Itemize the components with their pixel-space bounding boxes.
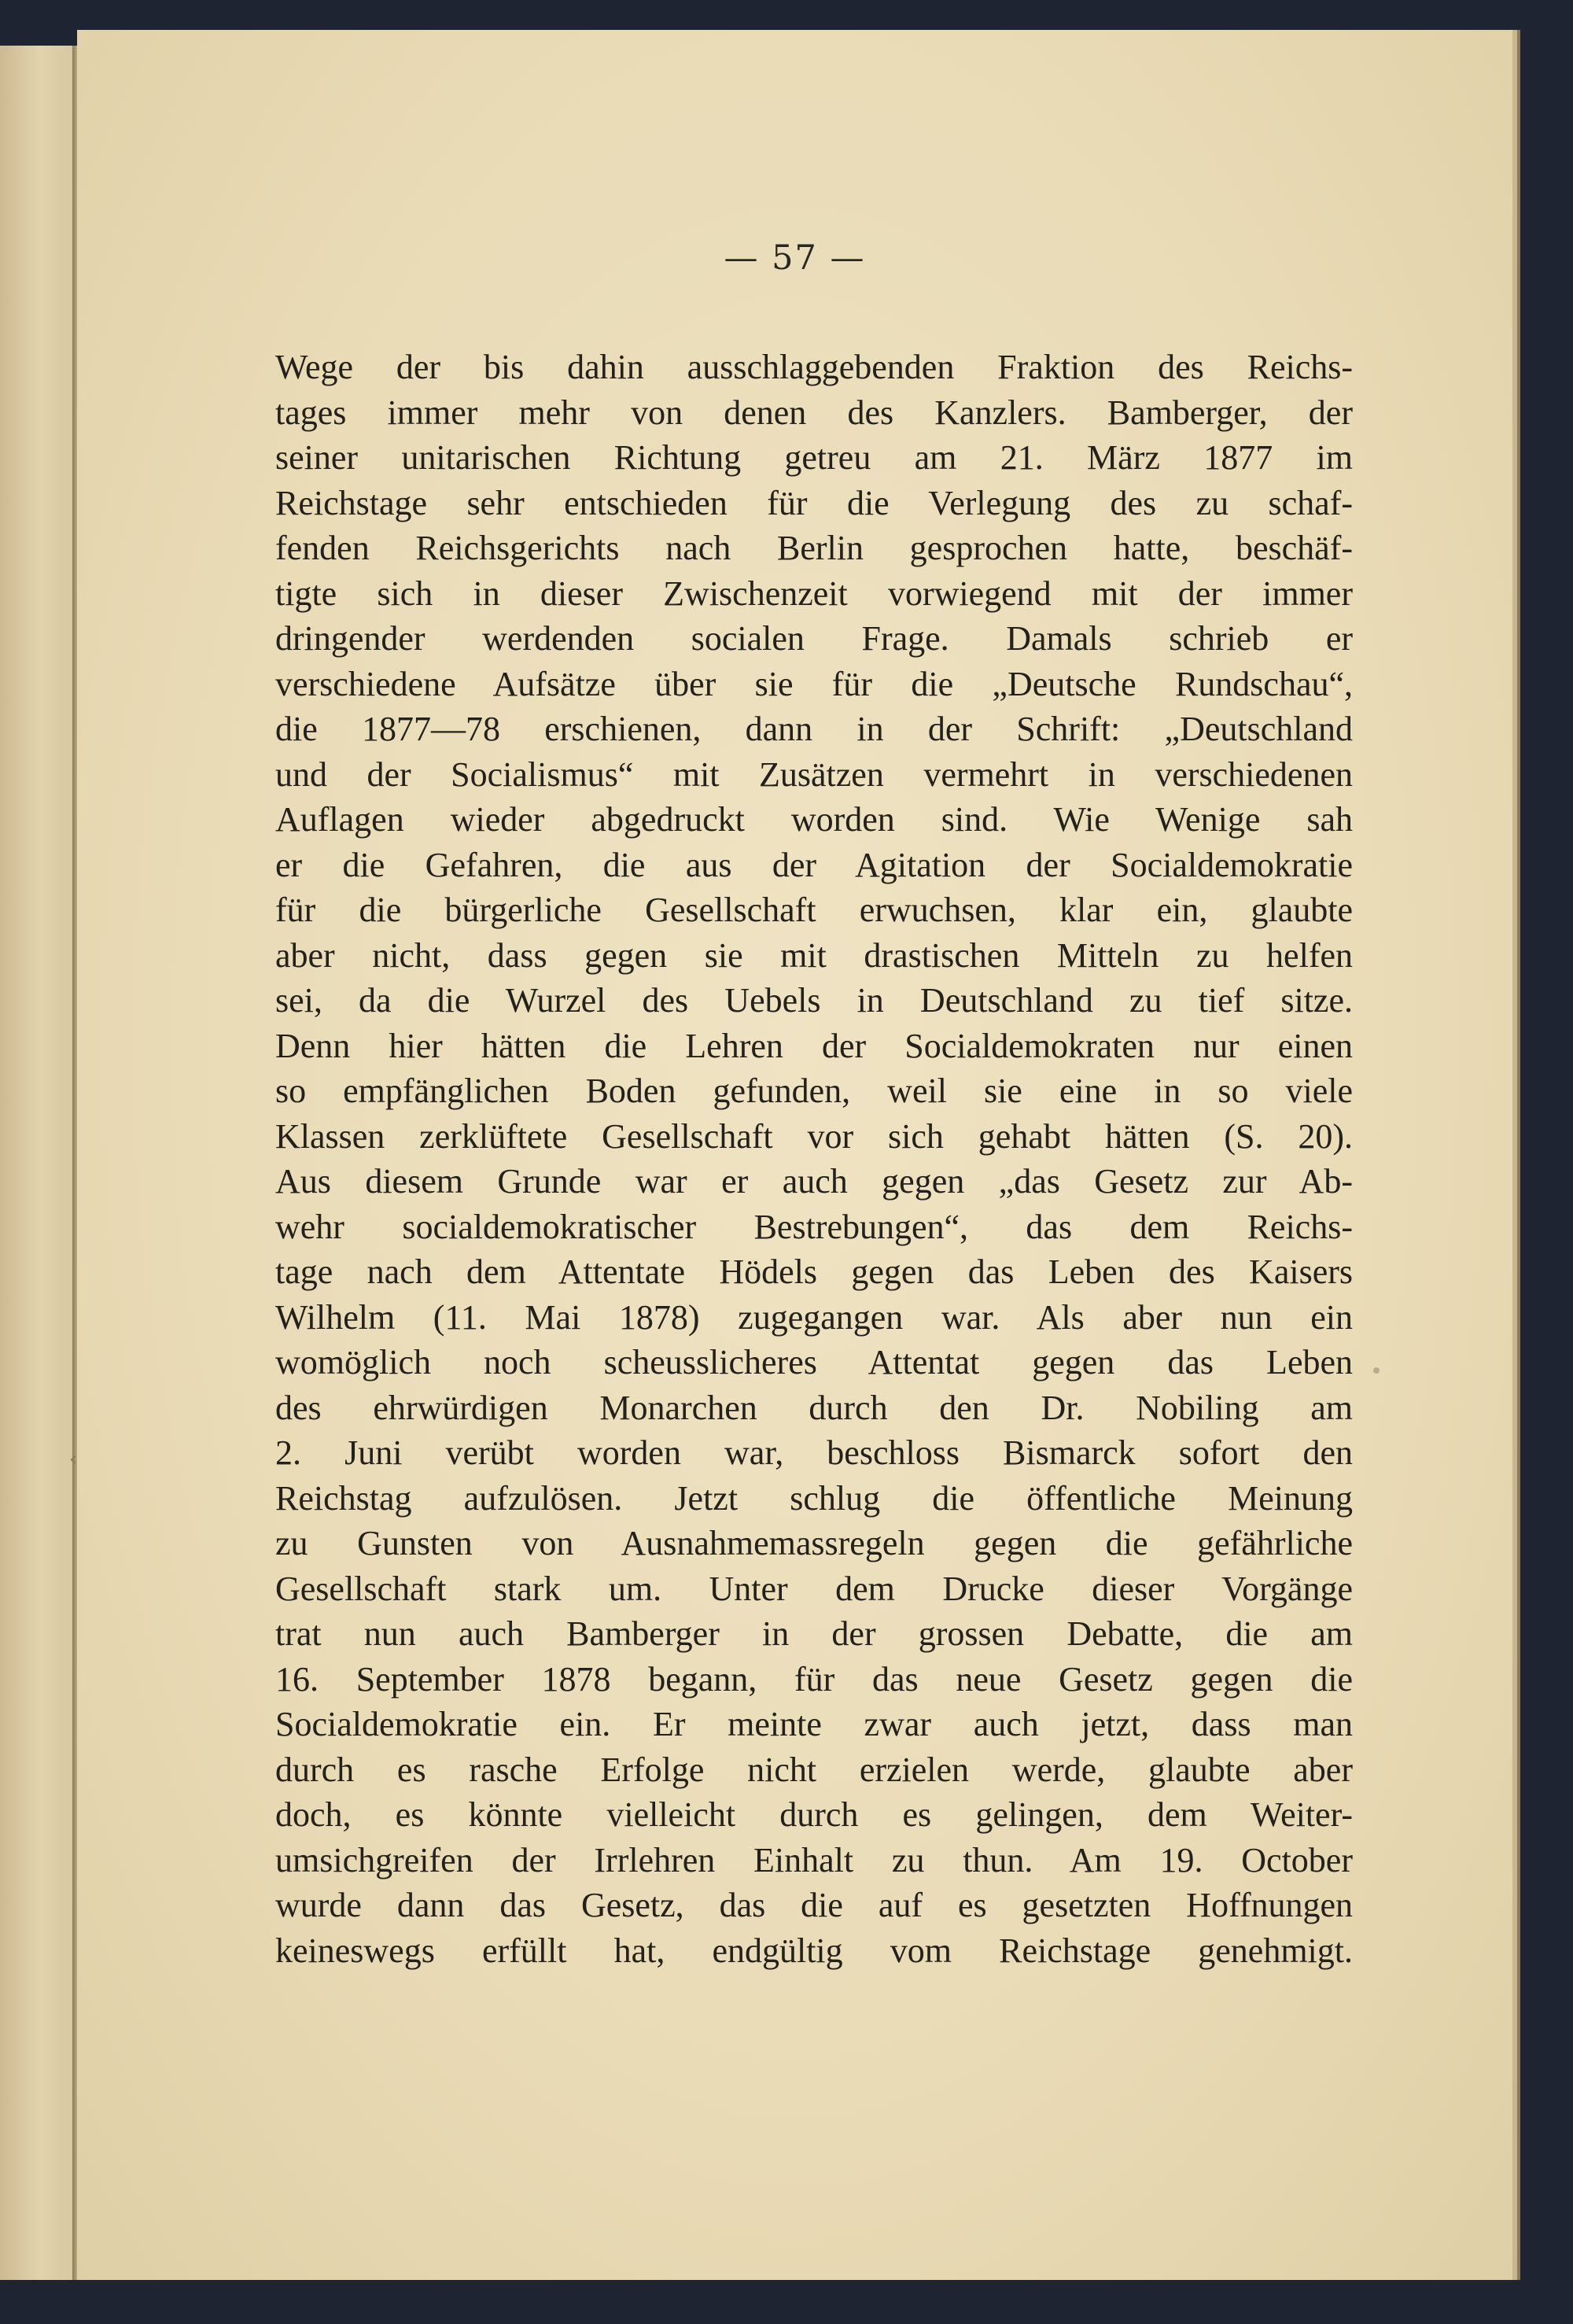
text-line: so empfänglichen Boden gefunden, weil sie eine in so viele [275, 1072, 1353, 1110]
text-line: verschiedene Aufsätze über sie für die „Deutsche Rundschau“, [275, 664, 1353, 703]
text-line: Socialdemokratie ein. Er meinte zwar auch jetzt, dass man [275, 1705, 1353, 1743]
text-line: umsichgreifen der Irrlehren Einhalt zu thun. Am 19. October [275, 1840, 1353, 1879]
text-line: Aus diesem Grunde war er auch gegen „das Gesetz zur Ab- [275, 1162, 1353, 1201]
text-line: aber nicht, dass gegen sie mit drastischen Mitteln zu helfen [275, 935, 1353, 975]
ink-speck [1373, 1367, 1380, 1374]
text-line: doch, es könnte vielleicht durch es gelingen, dem Weiter- [275, 1795, 1353, 1834]
text-line: durch es rasche Erfolge nicht erzielen werde, glaubte aber [275, 1750, 1353, 1789]
text-line: er die Gefahren, die aus der Agitation der Socialdemokratie [275, 845, 1353, 884]
text-line: tage nach dem Attentate Hödels gegen das Leben des Kaisers [275, 1252, 1353, 1291]
text-line: und der Socialismus“ mit Zusätzen vermehrt in verschiedenen [275, 754, 1353, 794]
text-line: zu Gunsten von Ausnahmemassregeln gegen die gefährliche [275, 1524, 1353, 1562]
text-line: Klassen zerklüftete Gesellschaft vor sich gehabt hätten (S. 20). [275, 1116, 1353, 1156]
book-page [77, 30, 1517, 2280]
text-line: sei, da die Wurzel des Uebels in Deutschland zu tief sitze. [275, 981, 1353, 1020]
text-line: die 1877—78 erschienen, dann in der Schrift: „Deutschland [275, 710, 1353, 748]
text-line: Denn hier hätten die Lehren der Socialdemokraten nur einen [275, 1026, 1353, 1065]
text-line: fenden Reichsgerichts nach Berlin gesprochen hatte, beschäf- [275, 529, 1353, 567]
text-line: 16. September 1878 begann, für das neue Gesetz gegen die [275, 1659, 1353, 1699]
text-line: für die bürgerliche Gesellschaft erwuchsen, klar ein, glaubte [275, 891, 1353, 929]
text-line: wehr socialdemokratischer Bestrebungen“, das dem Reichs- [275, 1207, 1353, 1246]
text-line: womöglich noch scheusslicheres Attentat gegen das Leben [275, 1343, 1353, 1381]
text-line: wurde dann das Gesetz, das die auf es gesetzten Hoffnungen [275, 1886, 1353, 1924]
text-line: keineswegs erfüllt hat, endgültig vom Reichstage genehmigt. [275, 1931, 1353, 1970]
text-line: tigte sich in dieser Zwischenzeit vorwiegend mit der immer [275, 574, 1353, 613]
previous-page-edge [0, 46, 75, 2280]
page-number: — 57 — [724, 238, 866, 278]
text-line: Reichstage sehr entschieden für die Verlegung des zu schaf- [275, 483, 1353, 522]
text-line: dringender werdenden socialen Frage. Damals schrieb er [275, 619, 1353, 658]
text-line: 2. Juni verübt worden war, beschloss Bismarck sofort den [275, 1433, 1353, 1472]
text-line: Wege der bis dahin ausschlaggebenden Fraktion des Reichs- [275, 348, 1353, 386]
page-body-text [275, 345, 1353, 1973]
text-line: trat nun auch Bamberger in der grossen Debatte, die am [275, 1614, 1353, 1653]
text-line: seiner unitarischen Richtung getreu am 21. März 1877 im [275, 438, 1353, 477]
text-line: des ehrwürdigen Monarchen durch den Dr. Nobiling am [275, 1388, 1353, 1427]
text-line: Reichstag aufzulösen. Jetzt schlug die öffentliche Meinung [275, 1478, 1353, 1518]
text-line: Gesellschaft stark um. Unter dem Drucke dieser Vorgänge [275, 1569, 1353, 1608]
text-line: Wilhelm (11. Mai 1878) zugegangen war. Als aber nun ein [275, 1297, 1353, 1337]
text-line: Auflagen wieder abgedruckt worden sind. Wie Wenige sah [275, 800, 1353, 839]
edge-mark-icon: ‹ [69, 1448, 78, 1471]
text-line: tages immer mehr von denen des Kanzlers. Bamberger, der [275, 393, 1353, 432]
